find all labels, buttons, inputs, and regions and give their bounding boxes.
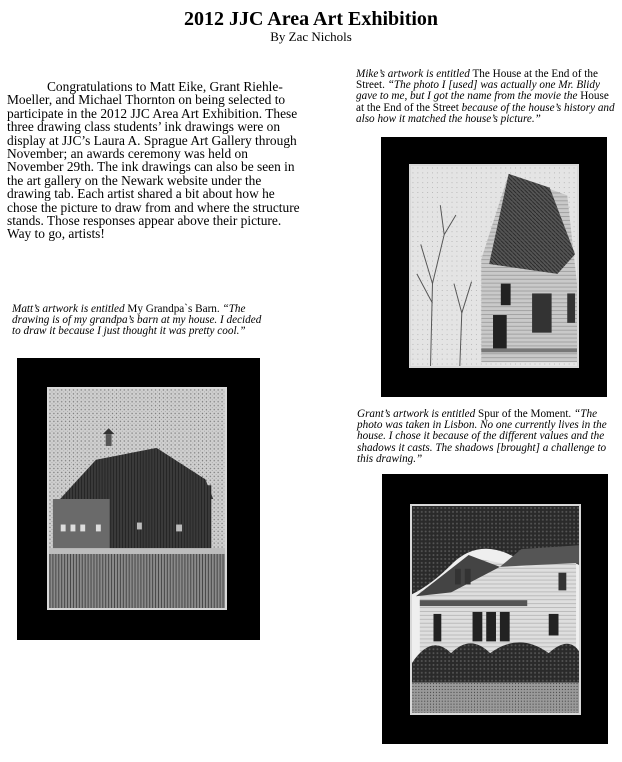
artwork-title-reference: House at the End of the Street <box>356 90 609 114</box>
artwork-frame-grant <box>382 474 608 744</box>
caption-grant <box>357 409 615 465</box>
artwork-title: My Grandpa`s Barn. <box>127 303 220 315</box>
artwork-title: The House at the End of the Street. <box>356 68 598 92</box>
artwork-image-barn <box>47 387 227 610</box>
artwork-frame-matt <box>17 358 260 640</box>
artist-quote-continued: because of the house’s history and also how it matched the house’s picture.” <box>356 101 615 125</box>
caption-prefix: Mike’s artwork is entitled <box>356 68 470 80</box>
caption-prefix: Matt’s artwork is entitled <box>12 303 125 315</box>
artwork-image-house <box>409 164 579 368</box>
artist-quote: “The photo was taken in Lisbon. No one currently lives in the house. I chose it because of the different values and the shadows it casts. The shadows [brought] a challenge to this drawing.” <box>357 408 607 465</box>
artist-quote: “The photo I [used] was actually one Mr. Blidy gave to me, but I got the name from the movie the <box>356 79 600 103</box>
artwork-title: Spur of the Moment. <box>478 408 572 420</box>
byline: By Zac Nichols <box>270 29 352 44</box>
caption-matt <box>12 304 270 338</box>
artwork-frame-mike <box>381 137 607 397</box>
artist-quote: “The drawing is of my grandpa’s barn at my house. I decided to draw it because I just thought it was pretty cool.” <box>12 303 262 338</box>
caption-mike <box>356 69 616 125</box>
page-title: 2012 JJC Area Art Exhibition <box>183 8 439 30</box>
intro-paragraph: Congratulations to Matt Eike, Grant Riehle-Moeller, and Michael Thornton on being selected to participate in the 2012 JJC Area Art Exhibition. These three drawing class students’ ink drawings were on display at JJC’s Laura A. Sprague Art Gallery through November; an awards ceremony was held on November 29th. The ink drawings can also be seen in the art gallery on the Newark website under the drawing tab. Each artist shared a bit about how he chose the picture to draw from and where the structure stands. Those responses appear above their picture. Way to go, artists! <box>7 79 300 242</box>
artwork-image-porch-house <box>410 504 581 715</box>
caption-prefix: Grant’s artwork is entitled <box>357 408 476 420</box>
